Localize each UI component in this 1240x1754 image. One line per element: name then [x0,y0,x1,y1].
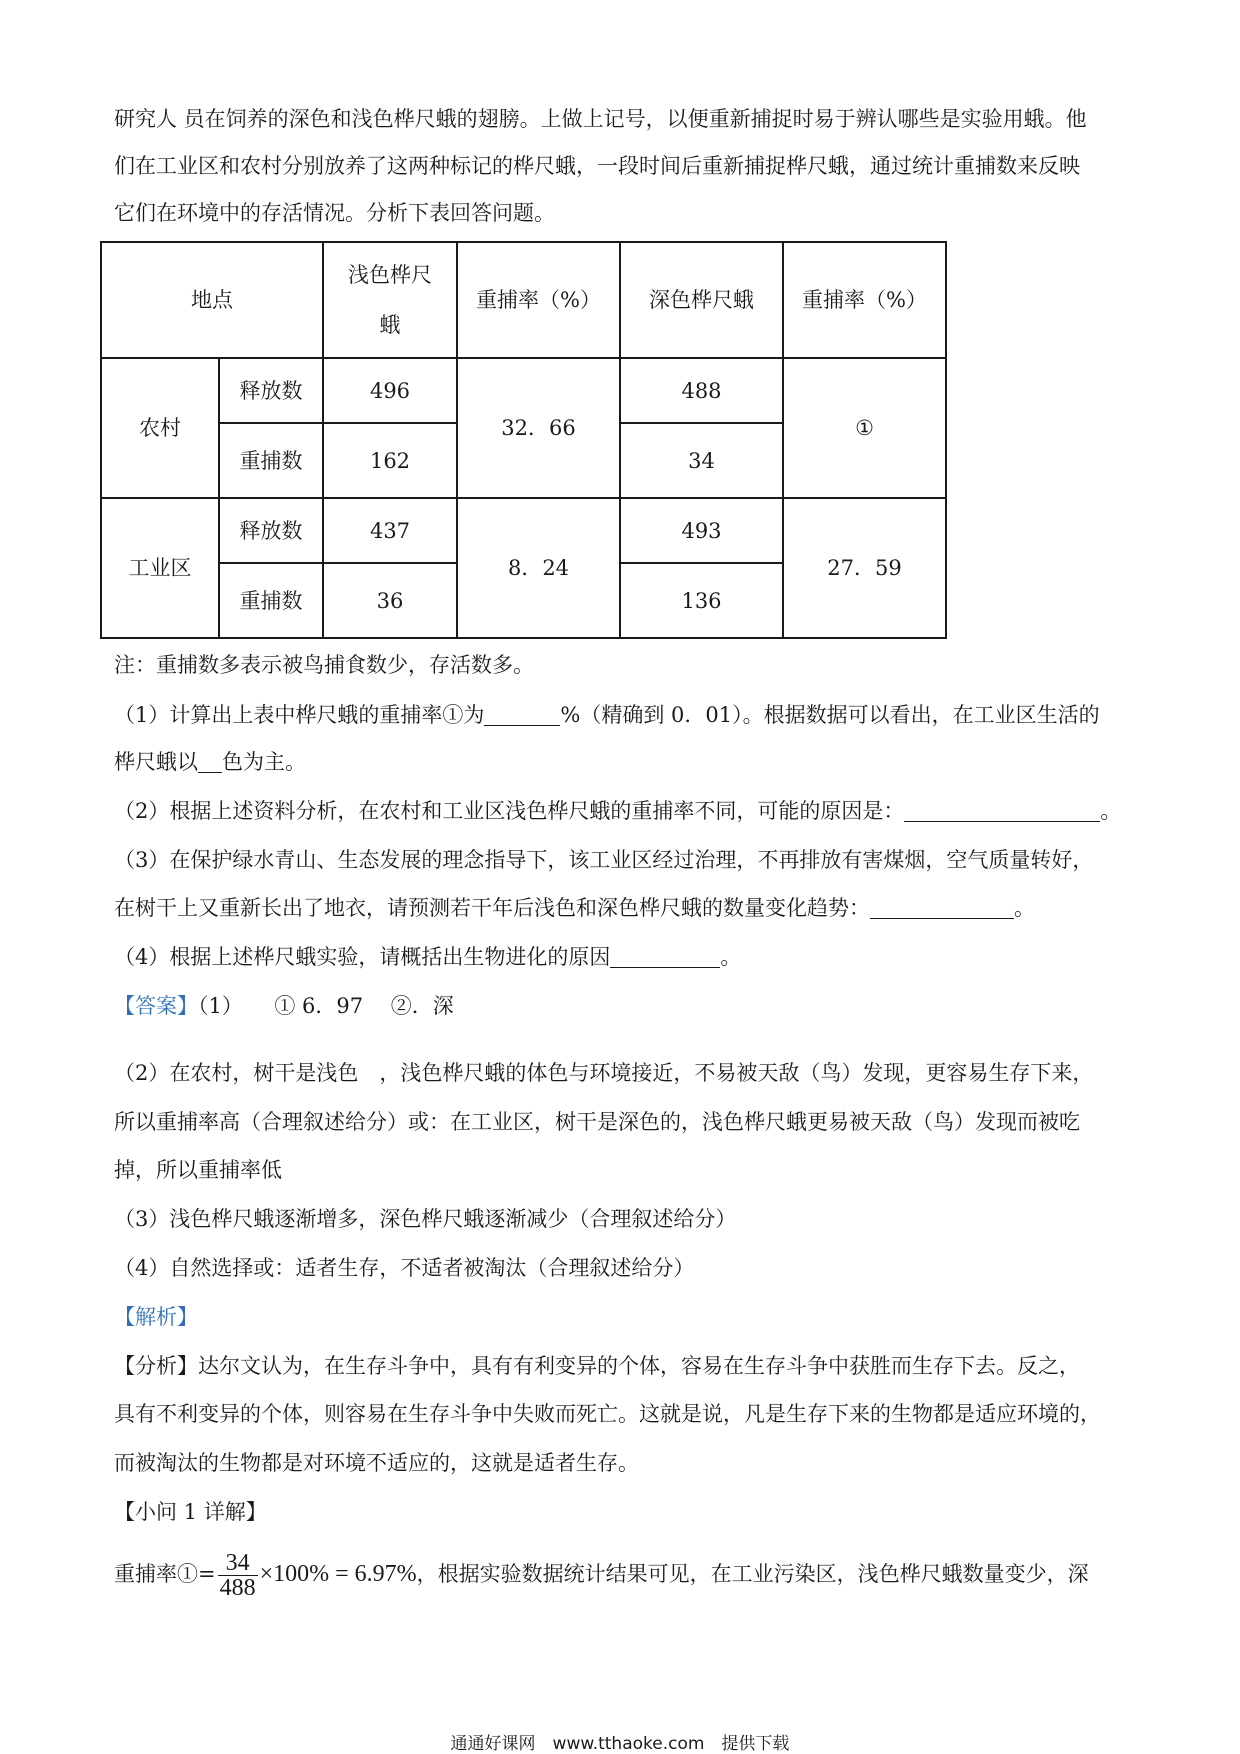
moth-data-table [100,241,947,639]
question-3-line-2: 在树干上又重新长出了地衣，请预测若干年后浅色和深色桦尺蛾的数量变化趋势： 。 [114,896,1035,920]
header-light-moth: 浅色桦尺蛾 [323,242,457,358]
table-cell: 493 [620,498,783,563]
table-cell: 162 [323,423,457,498]
formula-tail: ×100% = 6.97% [259,1561,417,1587]
header-dark-rate: 重捕率（%） [783,242,946,358]
analysis-line-1: 【分析】达尔文认为，在生存斗争中，具有有利变异的个体，容易在生存斗争中获胜而生存下去。反之， [114,1354,1080,1378]
row-label: 释放数 [219,358,323,423]
answer-part-2-line-3: 掉，所以重捕率低 [114,1158,282,1182]
answer-part-4: （4）自然选择或：适者生存，不适者被淘汰（合理叙述给分） [114,1256,695,1280]
table-cell: 136 [620,563,783,638]
header-location: 地点 [101,242,323,358]
question-4: （4）根据上述桦尺蛾实验，请概括出生物进化的原因 。 [114,945,742,969]
sub-question-1-tag: 【小问 1 详解】 [114,1500,267,1524]
page-footer: 通通好课网 www.tthaoke.com 提供下载 [450,1734,790,1754]
answer-blank[interactable] [870,896,1014,919]
analysis-line-3: 而被淘汰的生物都是对环境不适应的，这就是适者生存。 [114,1451,639,1475]
answer-part-2-line-2: 所以重捕率高（合理叙述给分）或：在工业区，树干是深色的，浅色桦尺蛾更易被天敌（鸟）发现而被吃 [114,1110,1080,1134]
answer-blank[interactable] [484,703,560,726]
answer-part-2-line-1: （2）在农村，树干是浅色 ，浅色桦尺蛾的体色与环境接近，不易被天敌（鸟）发现，更容易生存下来， [114,1061,1094,1085]
header-light-rate: 重捕率（%） [457,242,620,358]
analysis-tag: 【解析】 [114,1305,198,1329]
table-cell: 34 [620,423,783,498]
question-2: （2）根据上述资料分析，在农村和工业区浅色桦尺蛾的重捕率不同，可能的原因是： 。 [114,799,1122,823]
question-1-line-2: 桦尺蛾以 色为主。 [114,750,306,774]
dark-rate-cell: ① [783,358,946,498]
location-rural: 农村 [101,358,219,498]
light-rate-cell: 8．24 [457,498,620,638]
row-label: 释放数 [219,498,323,563]
answer-blank[interactable] [904,799,1100,822]
intro-line-1: 研究人 员在饲养的深色和浅色桦尺蛾的翅膀。上做上记号，以便重新捕捉时易于辨认哪些是实验用蛾。他 [114,107,1087,131]
intro-line-3: 它们在环境中的存活情况。分析下表回答问题。 [114,201,555,225]
answer-part-1: 【答案】（1） ① 6．97 ②．深 [114,994,454,1018]
fraction: $\frac{34}{488}$ [219,1550,256,1601]
table-cell: 496 [323,358,457,423]
question-3-line-1: （3）在保护绿水青山、生态发展的理念指导下，该工业区经过治理，不再排放有害煤烟，空气质量转好， [114,848,1094,872]
row-label: 重捕数 [219,563,323,638]
light-rate-cell: 32．66 [457,358,620,498]
answer-blank[interactable] [198,750,222,773]
formula-line: 重捕率①= $\frac{34}{488}$ ×100% = 6.97%，根据实验数据统计结果可见，在工业污染区，浅色桦尺蛾数量变少，深 [114,1550,1089,1601]
row-label: 重捕数 [219,423,323,498]
answer-part-3: （3）浅色桦尺蛾逐渐增多，深色桦尺蛾逐渐减少（合理叙述给分） [114,1207,737,1231]
table-cell: 488 [620,358,783,423]
answer-tag: 【答案】 [114,994,198,1018]
table-cell: 437 [323,498,457,563]
intro-line-2: 们在工业区和农村分别放养了这两种标记的桦尺蛾，一段时间后重新捕捉桦尺蛾，通过统计重捕数来反映 [114,154,1080,178]
table-cell: 36 [323,563,457,638]
question-1-line-1: （1）计算出上表中桦尺蛾的重捕率①为 %（精确到 0．01）。根据数据可以看出，在工业区生活的 [114,703,1100,727]
location-industrial: 工业区 [101,498,219,638]
dark-rate-cell: 27．59 [783,498,946,638]
answer-blank[interactable] [610,945,720,968]
table-note: 注：重捕数多表示被鸟捕食数少，存活数多。 [114,653,534,677]
analysis-line-2: 具有不利变异的个体，则容易在生存斗争中失败而死亡。这就是说，凡是生存下来的生物都是适应环境的， [114,1402,1101,1426]
header-dark-moth: 深色桦尺蛾 [620,242,783,358]
